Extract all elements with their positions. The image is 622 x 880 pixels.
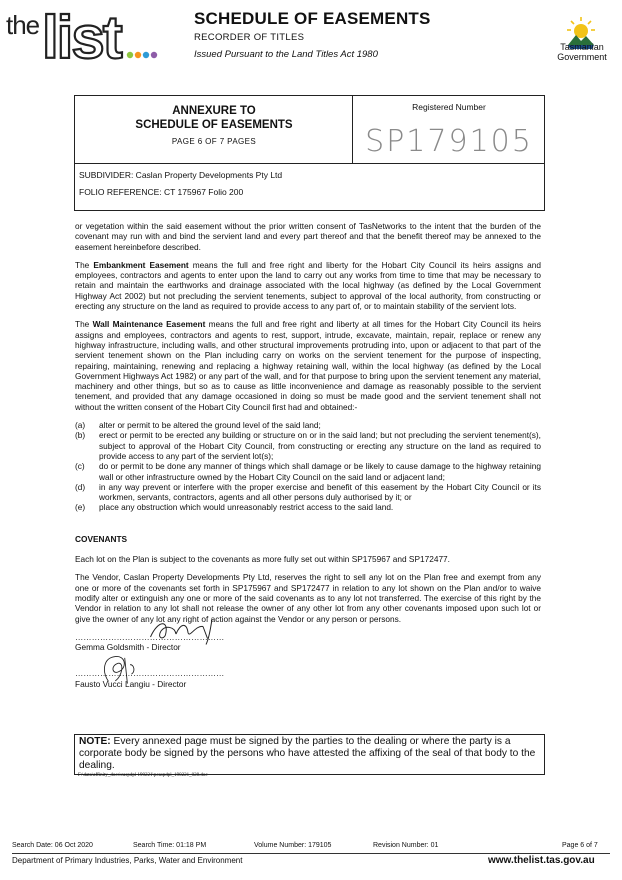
- wall-text: means the full and free right and liberty at all times for the Hobart City Council its heirs assigns and employees, contractors and agents to rest, support, intrude, excavate, maintain, repair, replace or renew any highway infrastructure, including walls, and other structural improvements protruding into, upon or adjacent to that part of the servient tenement shown on the Plan including carry on works on the servient tenement for the purpose of inspecting, repairing, maintaining, renewing and replacing a highway retaining wall, within the local highway (as defined by the Local Government Highways Act 1982) or any part of the wall, and for that purpose to bring upon the servient tenement any material, machinery and other things, but so as to cause as little inconvenience and damage as reasonably possible to the servient tenement, and provided that any damage occasioned in doing so must be made good and the servient tenement shall not without the written consent of the Hobart City Council first had and obtained:-: [75, 319, 541, 412]
- list-item-label: (a): [75, 420, 86, 431]
- embankment-text: means the full and free right and liberty for the Hobart City Council its heirs assigns and employees, contractors and agents to enter upon the land to carry out any works from time to time that may be necessary to retain and maintain the earthworks and drainage associated with the local highway (as defined by the Local Government Highway Act 2002) but not precluding the servient tenements, subject to approval of the local authority, from constructing or erecting any structure on the land as required to provide access to any part of, or to maintain stability of the servient lots.: [75, 259, 541, 312]
- list-item-label: (e): [75, 502, 86, 513]
- issued-pursuant: Issued Pursuant to the Land Titles Act 1980: [194, 49, 378, 60]
- signature-line-2: ………………………………………………: [75, 667, 225, 678]
- list-item-text: place any obstruction which would unreasonably restrict access to the said land.: [99, 502, 394, 513]
- recorder-of-titles: RECORDER OF TITLES: [194, 32, 305, 43]
- document-title: SCHEDULE OF EASEMENTS: [194, 9, 431, 28]
- website-url: www.thelist.tas.gov.au: [488, 855, 595, 866]
- list-item: [75, 430, 541, 461]
- embankment-easement-term: Embankment Easement: [93, 259, 189, 270]
- registered-number-label: Registered Number: [412, 102, 486, 112]
- signature-line-1: ………………………………………………: [75, 631, 225, 642]
- note-text: Every annexed page must be signed by the parties to the dealing or where the party is a corporate body be signed by the persons who have attested the affixing of the seal of that body to the dealing.: [79, 736, 536, 771]
- box-divider: [75, 163, 544, 164]
- registered-number-stamp: SP179105: [365, 124, 533, 159]
- subdivider: SUBDIVIDER: Caslan Property Developments Pty Ltd: [79, 170, 283, 180]
- footer-rule: [12, 853, 610, 854]
- note-label: NOTE:: [79, 736, 111, 747]
- annexure-title-line1: ANNEXURE TO: [172, 105, 256, 117]
- document-body: [75, 221, 541, 696]
- search-time: Search Time: 01:18 PM: [133, 842, 207, 849]
- search-date: Search Date: 06 Oct 2020: [12, 842, 93, 849]
- embankment-pre: The: [75, 259, 94, 270]
- list-item: [75, 502, 541, 512]
- gov-line-2: Government: [557, 52, 607, 62]
- tasmanian-government-label: [546, 42, 618, 62]
- annexure-title: [75, 104, 353, 132]
- file-path: F:\data\affinity_docs\caspdpl 190221\pcaspdpl_190221_028.doc: [78, 773, 208, 778]
- list-item-text: alter or permit to be altered the ground level of the said land;: [99, 420, 321, 431]
- list-item: [75, 461, 541, 482]
- svg-text:the: the: [6, 10, 40, 40]
- list-item-text: erect or permit to be erected any building or structure on or in the said land; but not precluding the servient tenement(s), subject to approval of the Hobart City Council, from constructing or erecting any structure on the land as required to provide access to any part of the servient lot(s);: [99, 430, 541, 461]
- annexure-page-count: PAGE 6 OF 7 PAGES: [171, 137, 257, 146]
- list-item-label: (c): [75, 461, 85, 472]
- gov-line-1: Tasmanian: [560, 42, 604, 52]
- wall-maintenance-term: Wall Maintenance Easement: [92, 319, 206, 330]
- list-item-text: in any way prevent or interfere with the proper exercise and benefit of this easement by the Hobart City Council or its workmen, servants, contractors, agents and all other persons duly authorised by it; or: [99, 481, 541, 503]
- svg-text:list: list: [42, 4, 121, 60]
- list-item-label: (d): [75, 481, 86, 492]
- paragraph-embankment: [75, 260, 541, 311]
- page-number: Page 6 of 7: [562, 842, 598, 849]
- paragraph-covenants-1: Each lot on the Plan is subject to the covenants as more fully set out within SP175967 and SP172477.: [75, 554, 450, 565]
- director-1-name: Gemma Goldsmith - Director: [75, 641, 181, 652]
- revision-number: Revision Number: 01: [373, 842, 439, 849]
- list-item-text: do or permit to be done any manner of things which shall damage or be likely to cause damage to the highway retaining wall or other infrastructure owned by the Hobart City Council on the said land or adjacent land;: [99, 461, 541, 482]
- annexure-box: [74, 95, 545, 211]
- department-name: Department of Primary Industries, Parks, Water and Environment: [12, 856, 243, 865]
- list-item: [75, 482, 541, 503]
- wall-pre: The: [75, 319, 93, 330]
- paragraph-vegetation: or vegetation within the said easement without the prior written consent of TasNetworks to the intent that the burden of the covenant may run with and bind the servient land and every part thereof and that the benefit thereof may be annexed to the easement hereinbefore described.: [75, 221, 541, 252]
- list-item-label: (b): [75, 430, 86, 441]
- restriction-list: [75, 420, 541, 513]
- list-item: [75, 420, 541, 430]
- paragraph-covenants-2: The Vendor, Caslan Property Developments Pty Ltd, reserves the right to sell any lot on the Plan free and exempt from any one or more of the covenants set forth in SP175967 and SP172477 in relation to any lot shown on the Plan and/or to waive modify alter or extinguish any one or more of the said covenants as to any lot not transferred. The exercise of this right by the Vendor in relation to any lot shall not release the owner of any other lot from any other covenants imposed upon such lot or give the owner of any lot any right of action against the Vendor or any person or persons.: [75, 572, 541, 624]
- covenants-heading: COVENANTS: [75, 533, 128, 544]
- signature-block: [75, 630, 541, 696]
- thelist-logo: [6, 4, 166, 60]
- paragraph-wall-maintenance: [75, 319, 541, 412]
- volume-number: Volume Number: 179105: [254, 842, 332, 849]
- director-2-name: Fausto Vucci Langiu - Director: [75, 678, 187, 689]
- note-box: [74, 734, 545, 775]
- folio-reference: FOLIO REFERENCE: CT 175967 Folio 200: [79, 187, 244, 197]
- annexure-title-line2: SCHEDULE OF EASEMENTS: [135, 119, 293, 131]
